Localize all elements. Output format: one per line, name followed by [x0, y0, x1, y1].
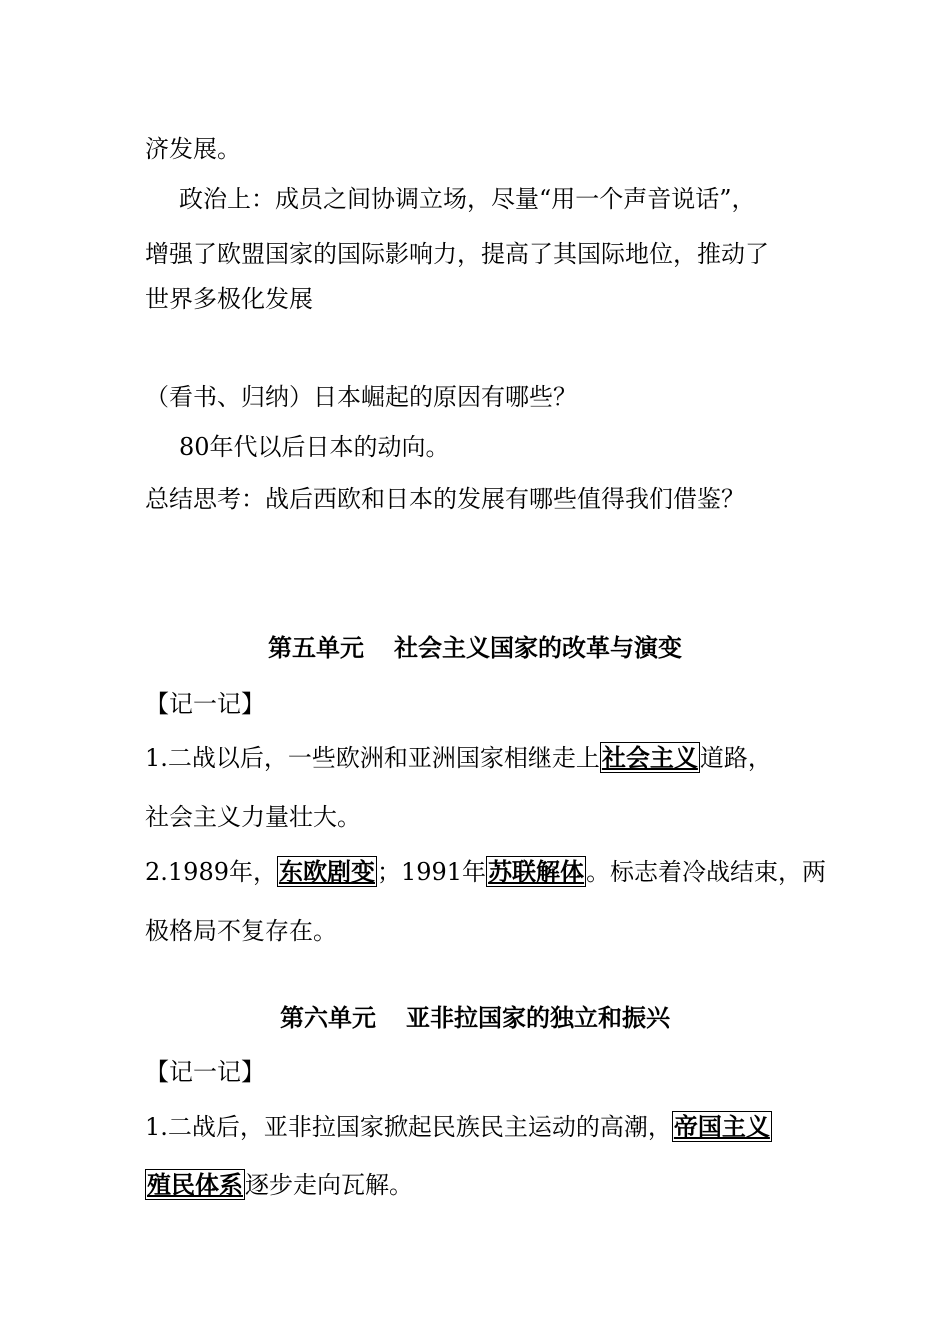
item-text: 。标志着冷战结束，两 — [586, 858, 827, 886]
unit5-item-2 — [145, 856, 826, 888]
text-line: 济发展。 — [145, 135, 241, 163]
unit5-number: 第五单元 — [268, 633, 364, 662]
highlighted-term: 帝国主义 — [673, 1112, 770, 1141]
text-line — [145, 1169, 413, 1201]
item-text: ；1991年 — [376, 858, 487, 886]
unit6-item-1 — [145, 1111, 772, 1143]
memo-label: 【记一记】 — [145, 1058, 265, 1086]
unit5-title: 社会主义国家的改革与演变 — [394, 633, 682, 662]
item-text: 1.二战以后，一些欧洲和亚洲国家相继走上 — [145, 744, 600, 772]
question-line: （看书、归纳）日本崛起的原因有哪些？ — [145, 383, 577, 411]
item-text: 1.二战后，亚非拉国家掀起民族民主运动的高潮， — [145, 1113, 672, 1141]
text-line: 80年代以后日本的动向。 — [179, 433, 450, 461]
unit6-title: 亚非拉国家的独立和振兴 — [406, 1003, 670, 1032]
highlighted-term: 殖民体系 — [147, 1170, 243, 1199]
highlighted-term: 苏联解体 — [488, 857, 585, 886]
unit6-heading — [0, 1002, 950, 1034]
text-line: 社会主义力量壮大。 — [145, 803, 361, 831]
highlighted-term: 东欧剧变 — [278, 857, 375, 886]
memo-label: 【记一记】 — [145, 690, 265, 718]
item-text: 道路， — [699, 744, 772, 772]
summary-question: 总结思考：战后西欧和日本的发展有哪些值得我们借鉴？ — [145, 485, 745, 513]
unit5-item-1 — [145, 742, 772, 774]
item-text: 逐步走向瓦解。 — [245, 1171, 413, 1199]
text-line: 政治上：成员之间协调立场，尽量“用一个声音说话”， — [179, 185, 756, 213]
unit6-number: 第六单元 — [280, 1003, 376, 1032]
text-line: 世界多极化发展 — [145, 285, 313, 313]
highlighted-term: 社会主义 — [601, 743, 698, 772]
unit5-heading — [0, 632, 950, 664]
item-text: 2.1989年， — [145, 858, 277, 886]
text-line: 增强了欧盟国家的国际影响力，提高了其国际地位，推动了 — [145, 240, 769, 268]
text-line: 极格局不复存在。 — [145, 917, 337, 945]
